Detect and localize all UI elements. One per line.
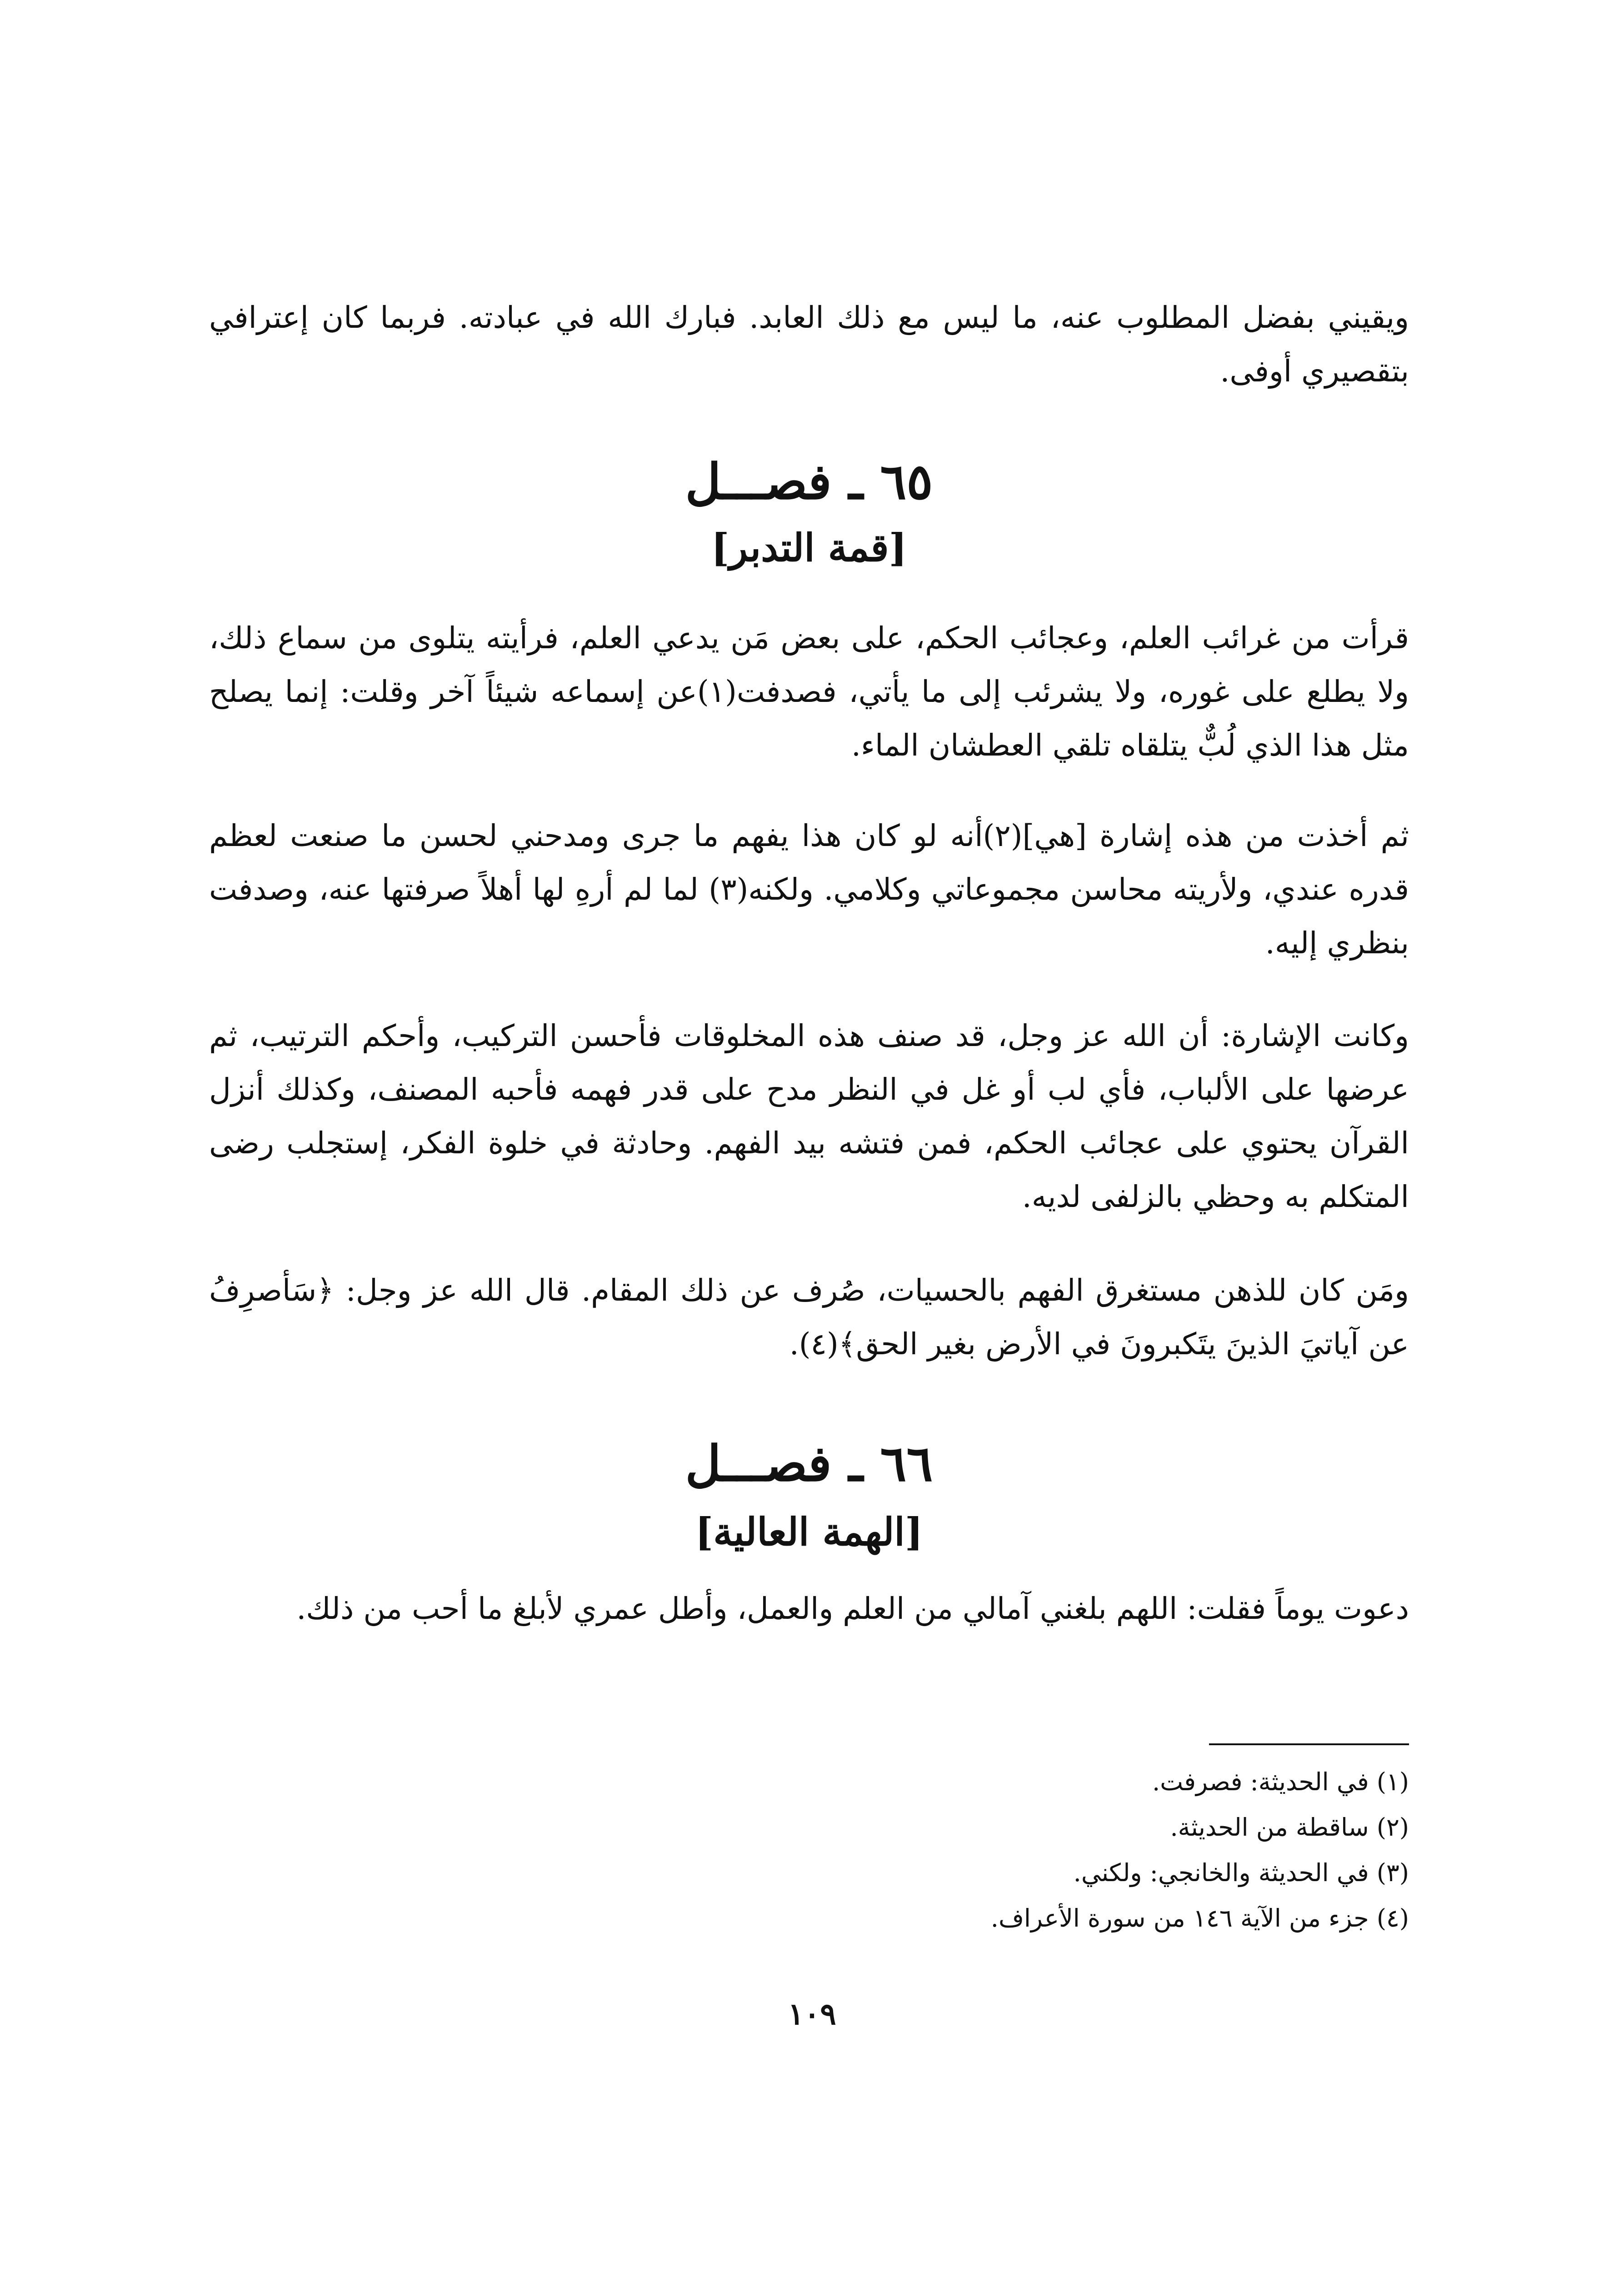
paragraph-text: وكانت الإشارة: أن الله عز وجل، قد صنف هذه المخلوقات فأحسن التركيب، وأحكم الترتيب، ثم عرضها على الألباب، فأي لب أو غل في النظر مدح على قدر فهمه فأحبه المصنف، وكذلك أنزل القرآن يحتوي على عجائب الحكم، فمن فتشه بيد الفهم. وحادثة في خلوة الفكر، إستجلب رضى المتكلم به وحظي بالزلفى لديه. (209, 1018, 1409, 1214)
footnote-2: (٢) ساقطة من الحديثة. (1170, 1813, 1409, 1842)
footnote-3: (٣) في الحديثة والخانجي: ولكني. (1073, 1858, 1409, 1887)
section-65-subtitle: [قمة التدبر] (711, 525, 907, 570)
section-65-title: ٦٥ ـ فصـــل (685, 453, 933, 511)
paragraph-continuation (209, 291, 1409, 398)
paragraph-5 (209, 1582, 1409, 1636)
page-number: ١٠٩ (788, 1996, 836, 2032)
paragraph-4 (209, 1264, 1409, 1371)
footnote-4: (٤) جزء من الآية ١٤٦ من سورة الأعراف. (990, 1904, 1409, 1933)
footnotes (209, 1759, 1409, 1941)
paragraph-text: ويقيني بفضل المطلوب عنه، ما ليس مع ذلك العابد. فبارك الله في عبادته. فربما كان إعترافي بتقصيري أوفى. (209, 300, 1409, 389)
paragraph-text: ومَن كان للذهن مستغرق الفهم بالحسيات، صُرف عن ذلك المقام. قال الله عز وجل: ﴿سَأصرِفُ عن آياتيَ الذينَ يتَكبرونَ في الأرض بغير الحق﴾(٤). (209, 1273, 1409, 1362)
footnote-1: (١) في الحديثة: فصرفت. (1152, 1767, 1409, 1796)
section-66-title: ٦٦ ـ فصـــل (685, 1435, 933, 1492)
paragraph-3 (209, 1009, 1409, 1224)
paragraph-2 (209, 809, 1409, 970)
paragraph-1 (209, 611, 1409, 772)
paragraph-text: قرأت من غرائب العلم، وعجائب الحكم، على بعض مَن يدعي العلم، فرأيته يتلوى من سماع ذلك، ولا يطلع على غوره، ولا يشرئب إلى ما يأتي، فصدفت(١)عن إسماعه شيئاً آخر وقلت: إنما يصلح مثل هذا الذي لُبٌّ يتلقاه تلقي العطشان الماء. (209, 621, 1409, 763)
section-66-subtitle: [الهمة العالية] (695, 1509, 923, 1554)
paragraph-text: دعوت يوماً فقلت: اللهم بلغني آمالي من العلم والعمل، وأطل عمري لأبلغ ما أحب من ذلك. (296, 1591, 1409, 1626)
paragraph-text: ثم أخذت من هذه إشارة [هي](٢)أنه لو كان هذا يفهم ما جرى ومدحني لحسن ما صنعت لعظم قدره عندي، ولأريته محاسن مجموعاتي وكلامي. ولكنه(٣) لما لم أرهِ لها أهلاً صرفتها عنه، وصدفت بنظري إليه. (209, 818, 1409, 961)
footnote-separator (1209, 1743, 1409, 1745)
